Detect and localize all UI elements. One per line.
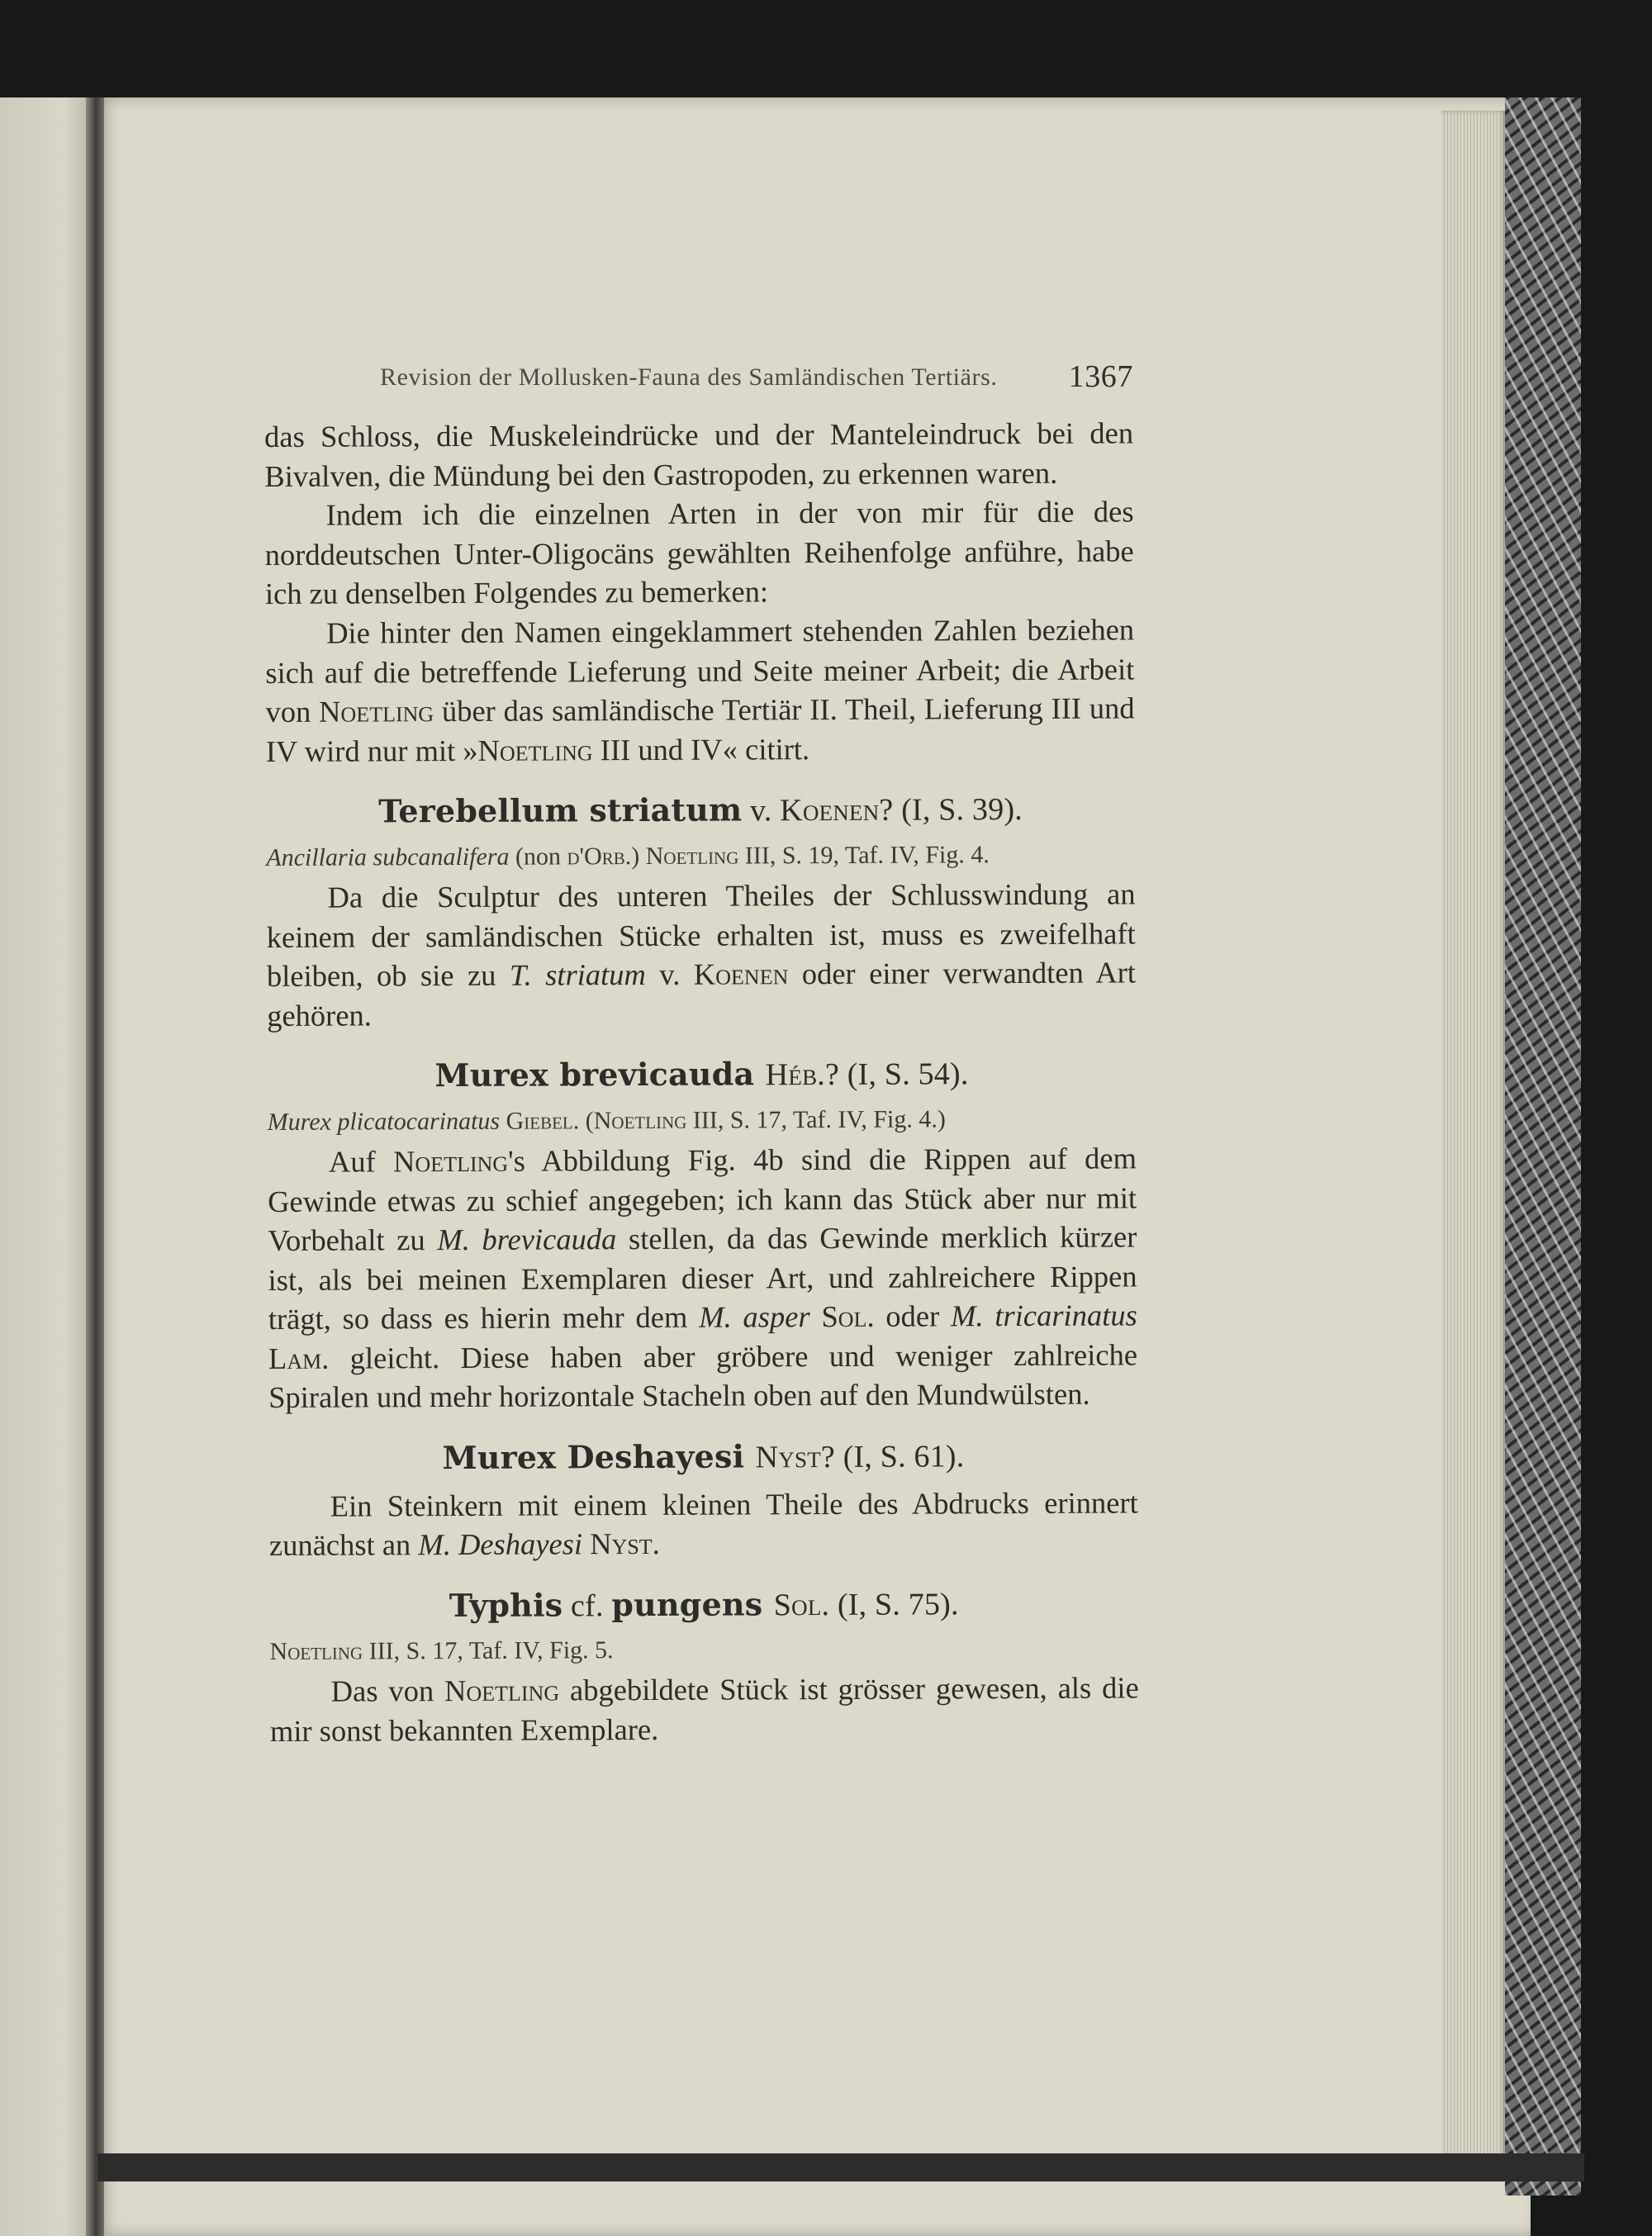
text-run: v. <box>645 957 694 992</box>
text-run: ) <box>631 842 646 871</box>
page-number: 1367 <box>1068 359 1133 394</box>
paragraph-intro-3 <box>265 610 1135 771</box>
species-author: Nyst <box>755 1440 821 1475</box>
text-run: III, S. 17, Taf. IV, Fig. 5. <box>363 1636 614 1665</box>
species-heading <box>269 1583 1138 1627</box>
author-name: Noetling <box>444 1673 560 1708</box>
left-page-edge <box>0 97 93 2236</box>
text-run: Da die Sculptur des unteren Theiles der Schlusswindung an keinem der samländischen Stücke erhalten ist, muss es zweifelhaft bleiben, ob sie zu <box>266 876 1136 994</box>
text-run: III, S. 17, Taf. IV, Fig. 4.) <box>686 1105 946 1134</box>
text-run: über das samländische Tertiär II. Theil, Lieferung III und IV wird nur mit » <box>265 691 1135 768</box>
species-paragraph <box>270 1669 1139 1751</box>
species-name: Murex brevicauda <box>434 1055 755 1094</box>
text-run: 's Abbildung Fig. 4b sind die Rippen auf dem Gewinde etwas zu schief angegeben; ich kann das Stück aber nur mit Vorbehalt zu <box>268 1141 1137 1258</box>
species-italic: M. Deshayesi <box>418 1526 583 1562</box>
text-run: III, S. 19, Taf. IV, Fig. 4. <box>738 841 990 870</box>
paragraph-intro-1: das Schloss, die Muskeleindrücke und der Manteleindruck bei den Bivalven, die Mündung bei den Gastropoden, zu erkennen waren. <box>264 415 1134 493</box>
species-italic: M. tricarinatus <box>950 1298 1137 1333</box>
synonym-species: Ancillaria subcanalifera <box>266 843 510 871</box>
author-name: Giebel. <box>506 1107 580 1135</box>
text-block <box>264 413 1139 1750</box>
text-run: III und IV« citirt. <box>592 731 810 767</box>
author-name: Nyst. <box>590 1526 660 1561</box>
synonymy-line <box>268 1100 1137 1141</box>
author-name: Sol. <box>821 1299 875 1334</box>
species-name: Terebellum striatum <box>378 790 743 830</box>
species-name: Typhis <box>449 1586 563 1624</box>
author-name: Noetling <box>269 1637 363 1666</box>
author-name: Noetling <box>645 842 739 870</box>
author-name: Koenen <box>693 957 789 991</box>
species-author: Héb. <box>765 1057 826 1093</box>
species-reference: (I, S. 75). <box>829 1587 959 1622</box>
species-cf: cf. <box>563 1588 612 1624</box>
species-reference: ? (I, S. 61). <box>820 1439 965 1475</box>
book-gutter <box>86 97 104 2236</box>
marbled-cover-edge <box>1505 97 1581 2196</box>
species-paragraph <box>269 1483 1138 1565</box>
text-run: ( <box>579 1107 594 1135</box>
author-prefix: v. <box>742 793 781 828</box>
paragraph-intro-2: Indem ich die einzelnen Arten in der von mir für die des norddeutschen Unter-Oligocäns gewählten Reihenfolge anführe, habe ich zu denselben Folgendes zu bemerken: <box>264 494 1134 611</box>
species-name: Murex Deshayesi <box>442 1437 745 1477</box>
page-block-edge <box>1441 111 1506 2159</box>
species-paragraph <box>268 1138 1137 1417</box>
species-heading <box>266 789 1135 833</box>
text-run: Ein Steinkern mit einem kleinen Theile des Abdrucks erinnert zunächst an <box>268 1485 1138 1563</box>
page-bottom-shadow <box>97 2153 1584 2181</box>
species-italic: M. asper <box>699 1299 810 1334</box>
species-italic: M. brevicauda <box>437 1222 617 1257</box>
species-author: Koenen <box>780 793 880 828</box>
running-head <box>380 359 1133 394</box>
text-run: Die hinter den Namen eingeklammert stehenden Zahlen beziehen sich auf die betreffende Lieferung und Seite meiner Arbeit; die Arbeit von <box>265 612 1135 729</box>
text-run: stellen, da das Gewinde merklich kürzer ist, als bei meinen Exemplaren dieser Art, und zahlreichere Rippen trägt, so dass es hierin mehr dem <box>268 1219 1137 1336</box>
text-run: (non <box>509 843 567 871</box>
author-name: Noetling <box>477 733 593 767</box>
author-name: Noetling <box>393 1143 509 1179</box>
species-paragraph <box>266 874 1136 1035</box>
running-title: Revision der Mollusken-Fauna des Samländischen Tertiärs. <box>380 363 998 391</box>
species-heading <box>268 1435 1137 1479</box>
text-run: oder <box>874 1298 952 1334</box>
text-run: abgebildete Stück ist grösser gewesen, als die mir sonst bekannten Exemplare. <box>269 1670 1139 1749</box>
author-name: d'Orb. <box>567 843 632 871</box>
species-name: pungens <box>611 1585 763 1624</box>
species-heading <box>267 1053 1136 1098</box>
text-run: Das von <box>330 1673 445 1709</box>
author-name: Lam. <box>268 1341 330 1375</box>
species-reference: ? (I, S. 39). <box>879 792 1023 828</box>
author-name: Noetling <box>593 1106 687 1135</box>
synonymy-line <box>266 836 1135 876</box>
synonymy-line <box>269 1631 1138 1671</box>
species-author: Sol. <box>773 1587 830 1623</box>
synonym-species: Murex plicatocarinatus <box>267 1107 501 1136</box>
author-name: Noetling <box>319 694 434 729</box>
species-reference: ? (I, S. 54). <box>824 1056 969 1093</box>
text-run: Auf <box>328 1144 394 1179</box>
text-run: oder einer verwandten Art gehören. <box>267 955 1137 1033</box>
text-run: gleicht. Diese haben aber gröbere und weniger zahlreiche Spiralen und mehr horizontale Stacheln oben auf den Mundwülsten. <box>268 1337 1138 1415</box>
species-italic: T. striatum <box>509 957 646 992</box>
